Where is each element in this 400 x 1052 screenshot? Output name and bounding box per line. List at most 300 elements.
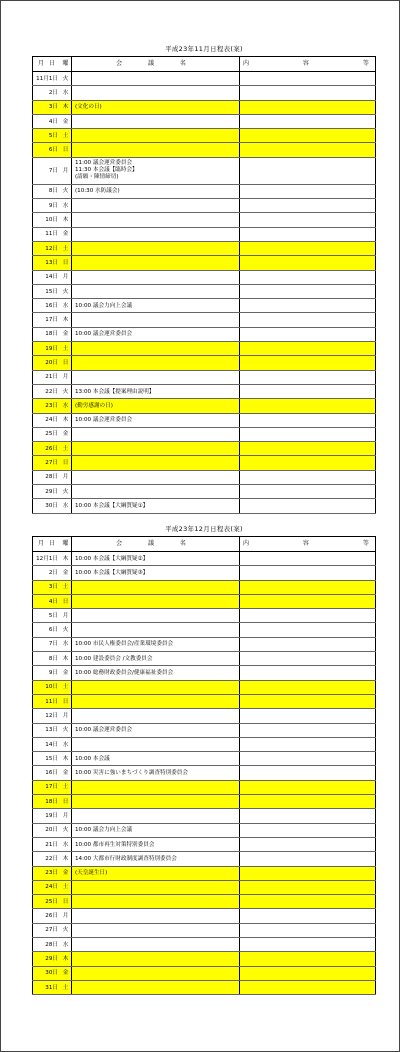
meeting-cell: 10:00 市民人権委員会/産業環境委員会 — [72, 637, 240, 651]
table-row — [33, 752, 376, 766]
day-cell: 19日 — [33, 809, 61, 823]
weekday-cell: 木 — [60, 752, 72, 766]
weekday-cell: 木 — [60, 313, 72, 327]
weekday-cell: 月 — [60, 470, 72, 484]
day-cell: 12日 — [33, 709, 61, 723]
notes-cell — [240, 399, 376, 413]
meeting-cell — [72, 86, 240, 100]
weekday-cell: 火 — [60, 72, 72, 86]
meeting-cell: 10:00 本会議 — [72, 752, 240, 766]
day-cell: 15日 — [33, 284, 61, 298]
header-meeting: 会 議 名 — [72, 537, 240, 552]
november-header-row — [33, 57, 376, 72]
notes-cell — [240, 256, 376, 270]
meeting-cell: 13:00 本会議【提案理由説明】 — [72, 384, 240, 398]
table-row — [33, 299, 376, 313]
table-row — [33, 923, 376, 937]
day-cell: 10日 — [33, 680, 61, 694]
day-cell: 11日 — [33, 227, 61, 241]
table-row — [33, 86, 376, 100]
meeting-cell — [72, 880, 240, 894]
november-title: 平成23年11月日程表(案) — [165, 45, 243, 53]
table-row — [33, 980, 376, 994]
table-row — [33, 909, 376, 923]
notes-cell — [240, 609, 376, 623]
notes-cell — [240, 666, 376, 680]
weekday-cell: 日 — [60, 256, 72, 270]
notes-cell — [240, 241, 376, 255]
weekday-cell: 木 — [60, 213, 72, 227]
notes-cell — [240, 823, 376, 837]
table-row — [33, 470, 376, 484]
meeting-cell: 10:00 総務財政委員会/健康福祉委員会 — [72, 666, 240, 680]
day-cell: 30日 — [33, 966, 61, 980]
weekday-cell: 火 — [60, 623, 72, 637]
meeting-cell — [72, 623, 240, 637]
day-cell: 8日 — [33, 184, 61, 198]
table-row — [33, 499, 376, 513]
notes-cell — [240, 895, 376, 909]
notes-cell — [240, 157, 376, 184]
table-row — [33, 966, 376, 980]
meeting-cell — [72, 680, 240, 694]
table-row — [33, 143, 376, 157]
day-cell: 19日 — [33, 342, 61, 356]
meeting-cell: 10:00 本会議【大綱質疑①】 — [72, 499, 240, 513]
table-row — [33, 637, 376, 651]
day-cell: 13日 — [33, 723, 61, 737]
day-cell: 16日 — [33, 766, 61, 780]
weekday-cell: 木 — [60, 552, 72, 566]
notes-cell — [240, 552, 376, 566]
meeting-cell: 10:00 都市再生対策特別委員会 — [72, 837, 240, 851]
meeting-cell — [72, 284, 240, 298]
day-cell: 11日 — [33, 694, 61, 708]
weekday-cell: 土 — [60, 129, 72, 143]
table-row — [33, 413, 376, 427]
notes-cell — [240, 442, 376, 456]
meeting-cell — [72, 980, 240, 994]
meeting-cell — [72, 199, 240, 213]
notes-cell — [240, 114, 376, 128]
meeting-cell — [72, 895, 240, 909]
day-cell: 15日 — [33, 752, 61, 766]
day-cell: 11月1日 — [33, 72, 61, 86]
meeting-cell: 10:00 議会運営委員会 — [72, 327, 240, 341]
table-row — [33, 938, 376, 952]
table-row — [33, 952, 376, 966]
table-row — [33, 72, 376, 86]
table-row — [33, 652, 376, 666]
notes-cell — [240, 594, 376, 608]
weekday-cell: 月 — [60, 909, 72, 923]
day-cell: 27日 — [33, 456, 61, 470]
weekday-cell: 水 — [60, 637, 72, 651]
weekday-cell: 日 — [60, 694, 72, 708]
table-row — [33, 284, 376, 298]
day-cell: 3日 — [33, 580, 61, 594]
meeting-cell: 10:00 本会議【大綱質疑②】 — [72, 552, 240, 566]
notes-cell — [240, 270, 376, 284]
notes-cell — [240, 909, 376, 923]
november-table — [32, 56, 395, 514]
weekday-cell: 金 — [60, 766, 72, 780]
header-meeting: 会 議 名 — [72, 57, 240, 72]
weekday-cell: 土 — [60, 780, 72, 794]
meeting-cell — [72, 227, 240, 241]
day-cell: 29日 — [33, 952, 61, 966]
meeting-cell — [72, 313, 240, 327]
meeting-cell — [72, 809, 240, 823]
table-row — [33, 609, 376, 623]
meeting-cell — [72, 72, 240, 86]
weekday-cell: 土 — [60, 680, 72, 694]
day-cell: 30日 — [33, 499, 61, 513]
day-cell: 13日 — [33, 256, 61, 270]
weekday-cell: 水 — [60, 86, 72, 100]
table-row — [33, 895, 376, 909]
header-day: 日 — [48, 60, 55, 67]
table-row — [33, 795, 376, 809]
meeting-cell: 10:00 議会運営委員会 — [72, 413, 240, 427]
weekday-cell: 日 — [60, 456, 72, 470]
weekday-cell: 火 — [60, 284, 72, 298]
notes-cell — [240, 284, 376, 298]
table-row — [33, 456, 376, 470]
notes-cell — [240, 184, 376, 198]
notes-cell — [240, 342, 376, 356]
day-cell: 17日 — [33, 313, 61, 327]
notes-cell — [240, 980, 376, 994]
table-row — [33, 227, 376, 241]
weekday-cell: 月 — [60, 270, 72, 284]
day-cell: 12日 — [33, 241, 61, 255]
day-cell: 31日 — [33, 980, 61, 994]
weekday-cell: 月 — [60, 609, 72, 623]
notes-cell — [240, 370, 376, 384]
notes-cell — [240, 485, 376, 499]
day-cell: 4日 — [33, 594, 61, 608]
weekday-cell: 水 — [60, 737, 72, 751]
table-row — [33, 580, 376, 594]
december-body — [33, 552, 376, 995]
header-month: 月 — [38, 60, 45, 67]
notes-cell — [240, 737, 376, 751]
notes-cell — [240, 456, 376, 470]
meeting-cell — [72, 427, 240, 441]
meeting-cell — [72, 923, 240, 937]
table-row — [33, 370, 376, 384]
notes-cell — [240, 809, 376, 823]
meeting-cell — [72, 342, 240, 356]
meeting-line: 11:30 本会議【臨時会】 — [75, 167, 138, 174]
meeting-cell — [72, 256, 240, 270]
table-row — [33, 680, 376, 694]
table-row — [33, 184, 376, 198]
meeting-cell — [72, 909, 240, 923]
day-cell: 4日 — [33, 114, 61, 128]
weekday-cell: 金 — [60, 566, 72, 580]
header-month-day — [33, 57, 61, 72]
table-row — [33, 384, 376, 398]
weekday-cell: 火 — [60, 184, 72, 198]
meeting-cell — [72, 580, 240, 594]
weekday-cell: 土 — [60, 342, 72, 356]
december-schedule — [32, 522, 395, 995]
weekday-cell: 土 — [60, 580, 72, 594]
table-row — [33, 666, 376, 680]
table-row — [33, 809, 376, 823]
notes-cell — [240, 413, 376, 427]
day-cell: 14日 — [33, 270, 61, 284]
weekday-cell: 土 — [60, 880, 72, 894]
day-cell: 8日 — [33, 652, 61, 666]
table-row — [33, 399, 376, 413]
day-cell: 24日 — [33, 413, 61, 427]
table-row — [33, 213, 376, 227]
day-cell: 25日 — [33, 895, 61, 909]
meeting-cell: (10:30 水防議会) — [72, 184, 240, 198]
weekday-cell: 火 — [60, 723, 72, 737]
header-day: 日 — [48, 540, 55, 547]
notes-cell — [240, 780, 376, 794]
notes-cell — [240, 470, 376, 484]
day-cell: 5日 — [33, 609, 61, 623]
notes-cell — [240, 866, 376, 880]
notes-cell — [240, 837, 376, 851]
day-cell: 5日 — [33, 129, 61, 143]
notes-cell — [240, 623, 376, 637]
day-cell: 14日 — [33, 737, 61, 751]
meeting-line: 11:00 議会運営委員会 — [75, 160, 133, 167]
notes-cell — [240, 938, 376, 952]
weekday-cell: 水 — [60, 499, 72, 513]
weekday-cell: 日 — [60, 143, 72, 157]
notes-cell — [240, 100, 376, 114]
day-cell: 28日 — [33, 470, 61, 484]
table-row — [33, 780, 376, 794]
notes-cell — [240, 299, 376, 313]
table-row — [33, 129, 376, 143]
table-row — [33, 737, 376, 751]
weekday-cell: 金 — [60, 327, 72, 341]
header-notes: 内 容 等 — [240, 537, 376, 552]
meeting-cell — [72, 485, 240, 499]
meeting-cell — [72, 456, 240, 470]
meeting-cell — [72, 157, 240, 184]
day-cell: 23日 — [33, 866, 61, 880]
meeting-cell — [72, 129, 240, 143]
weekday-cell: 水 — [60, 938, 72, 952]
weekday-cell: 月 — [60, 370, 72, 384]
weekday-cell: 金 — [60, 866, 72, 880]
meeting-cell: (文化の日) — [72, 100, 240, 114]
notes-cell — [240, 199, 376, 213]
notes-cell — [240, 356, 376, 370]
day-cell: 6日 — [33, 143, 61, 157]
meeting-cell — [72, 143, 240, 157]
day-cell: 9日 — [33, 666, 61, 680]
meeting-cell — [72, 241, 240, 255]
notes-cell — [240, 637, 376, 651]
weekday-cell: 木 — [60, 652, 72, 666]
header-month-day — [33, 537, 61, 552]
meeting-cell — [72, 270, 240, 284]
weekday-cell: 火 — [60, 384, 72, 398]
day-cell: 2日 — [33, 86, 61, 100]
weekday-cell: 土 — [60, 980, 72, 994]
notes-cell — [240, 427, 376, 441]
weekday-cell: 日 — [60, 895, 72, 909]
table-row — [33, 313, 376, 327]
table-row — [33, 552, 376, 566]
december-table — [32, 536, 395, 995]
notes-cell — [240, 694, 376, 708]
notes-cell — [240, 86, 376, 100]
day-cell: 24日 — [33, 880, 61, 894]
table-row — [33, 114, 376, 128]
table-row — [33, 241, 376, 255]
notes-cell — [240, 680, 376, 694]
header-dow: 曜 — [60, 57, 72, 72]
notes-cell — [240, 952, 376, 966]
table-row — [33, 157, 376, 184]
day-cell: 7日 — [33, 157, 61, 184]
weekday-cell: 金 — [60, 227, 72, 241]
weekday-cell: 火 — [60, 923, 72, 937]
notes-cell — [240, 327, 376, 341]
day-cell: 16日 — [33, 299, 61, 313]
table-row — [33, 100, 376, 114]
weekday-cell: 金 — [60, 427, 72, 441]
day-cell: 21日 — [33, 837, 61, 851]
header-notes: 内 容 等 — [240, 57, 376, 72]
notes-cell — [240, 795, 376, 809]
meeting-cell — [72, 114, 240, 128]
notes-cell — [240, 313, 376, 327]
meeting-cell — [72, 780, 240, 794]
table-row — [33, 256, 376, 270]
table-row — [33, 442, 376, 456]
table-row — [33, 823, 376, 837]
meeting-cell: 10:00 議会運営委員会 — [72, 723, 240, 737]
meeting-cell — [72, 609, 240, 623]
table-row — [33, 623, 376, 637]
meeting-cell — [72, 737, 240, 751]
day-cell: 20日 — [33, 356, 61, 370]
weekday-cell: 火 — [60, 485, 72, 499]
day-cell: 17日 — [33, 780, 61, 794]
day-cell: 26日 — [33, 909, 61, 923]
notes-cell — [240, 499, 376, 513]
meeting-cell: 14:00 大都市行財政制度調査特別委員会 — [72, 852, 240, 866]
december-header-row — [33, 537, 376, 552]
notes-cell — [240, 709, 376, 723]
table-row — [33, 356, 376, 370]
meeting-cell — [72, 709, 240, 723]
header-month: 月 — [38, 540, 45, 547]
table-row — [33, 327, 376, 341]
day-cell: 23日 — [33, 399, 61, 413]
notes-cell — [240, 72, 376, 86]
meeting-cell: 10:00 災害に強いまちづくり調査特別委員会 — [72, 766, 240, 780]
meeting-cell: 10:00 建設委員会 /文教委員会 — [72, 652, 240, 666]
notes-cell — [240, 752, 376, 766]
header-dow: 曜 — [60, 537, 72, 552]
day-cell: 25日 — [33, 427, 61, 441]
table-row — [33, 852, 376, 866]
table-row — [33, 694, 376, 708]
november-body — [33, 72, 376, 514]
day-cell: 3日 — [33, 100, 61, 114]
notes-cell — [240, 580, 376, 594]
weekday-cell: 水 — [60, 299, 72, 313]
weekday-cell: 木 — [60, 100, 72, 114]
weekday-cell: 水 — [60, 837, 72, 851]
table-row — [33, 199, 376, 213]
meeting-cell — [72, 470, 240, 484]
table-row — [33, 723, 376, 737]
weekday-cell: 月 — [60, 709, 72, 723]
table-row — [33, 270, 376, 284]
meeting-cell — [72, 356, 240, 370]
meeting-cell — [72, 795, 240, 809]
day-cell: 28日 — [33, 938, 61, 952]
meeting-line: (請願・陳情締切) — [75, 174, 119, 181]
november-schedule — [32, 42, 395, 514]
weekday-cell: 木 — [60, 852, 72, 866]
day-cell: 29日 — [33, 485, 61, 499]
table-row — [33, 880, 376, 894]
weekday-cell: 金 — [60, 966, 72, 980]
meeting-cell — [72, 694, 240, 708]
meeting-cell — [72, 966, 240, 980]
meeting-cell — [72, 938, 240, 952]
notes-cell — [240, 129, 376, 143]
weekday-cell: 金 — [60, 114, 72, 128]
day-cell: 20日 — [33, 823, 61, 837]
meeting-cell: (天皇誕生日) — [72, 866, 240, 880]
weekday-cell: 火 — [60, 823, 72, 837]
day-cell: 12月1日 — [33, 552, 61, 566]
notes-cell — [240, 880, 376, 894]
day-cell: 6日 — [33, 623, 61, 637]
weekday-cell: 月 — [60, 157, 72, 184]
notes-cell — [240, 923, 376, 937]
meeting-cell: 10:00 本会議【大綱質疑③】 — [72, 566, 240, 580]
table-row — [33, 709, 376, 723]
day-cell: 22日 — [33, 852, 61, 866]
weekday-cell: 金 — [60, 666, 72, 680]
weekday-cell: 日 — [60, 356, 72, 370]
meeting-cell: (勤労感謝の日) — [72, 399, 240, 413]
day-cell: 21日 — [33, 370, 61, 384]
table-row — [33, 342, 376, 356]
table-row — [33, 766, 376, 780]
notes-cell — [240, 766, 376, 780]
table-row — [33, 566, 376, 580]
day-cell: 2日 — [33, 566, 61, 580]
day-cell: 18日 — [33, 795, 61, 809]
meeting-cell — [72, 370, 240, 384]
weekday-cell: 土 — [60, 442, 72, 456]
weekday-cell: 日 — [60, 795, 72, 809]
meeting-cell — [72, 952, 240, 966]
weekday-cell: 土 — [60, 241, 72, 255]
notes-cell — [240, 227, 376, 241]
day-cell: 7日 — [33, 637, 61, 651]
weekday-cell: 木 — [60, 413, 72, 427]
